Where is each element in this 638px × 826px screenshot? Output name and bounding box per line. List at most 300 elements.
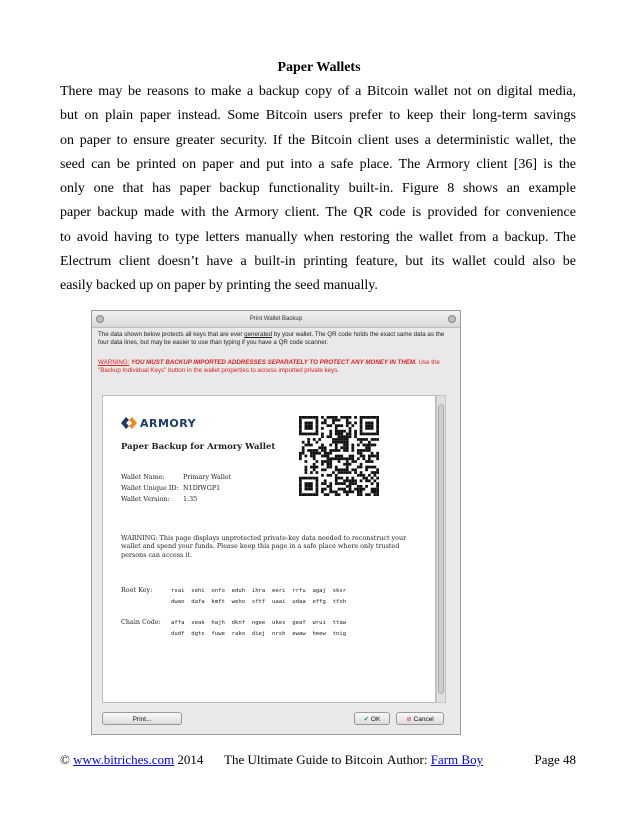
- qr-module: [307, 444, 310, 447]
- qr-module: [316, 479, 319, 482]
- qr-module: [349, 416, 352, 419]
- qr-module: [371, 424, 374, 427]
- qr-module: [335, 457, 338, 460]
- footer-copyright: ©: [60, 752, 74, 767]
- chain-code-block: [121, 618, 346, 640]
- qr-module: [327, 463, 330, 466]
- qr-module: [329, 474, 332, 477]
- qr-module: [305, 455, 308, 458]
- qr-module: [360, 479, 363, 482]
- qr-module: [307, 441, 310, 444]
- qr-module: [327, 452, 330, 455]
- qr-module: [354, 479, 357, 482]
- qr-module: [371, 433, 374, 436]
- qr-module: [346, 477, 349, 480]
- qr-module: [351, 424, 354, 427]
- qr-module: [340, 430, 343, 433]
- qr-module: [299, 493, 302, 496]
- qr-module: [335, 446, 338, 449]
- qr-module: [349, 463, 352, 466]
- qr-module: [335, 466, 338, 469]
- qr-module: [313, 416, 316, 419]
- qr-module: [373, 474, 376, 477]
- qr-module: [343, 416, 346, 419]
- qr-module: [371, 416, 374, 419]
- qr-module: [305, 477, 308, 480]
- qr-module: [371, 455, 374, 458]
- qr-module: [324, 488, 327, 491]
- qr-module: [307, 482, 310, 485]
- qr-module: [368, 493, 371, 496]
- qr-module: [357, 493, 360, 496]
- qr-module: [346, 485, 349, 488]
- window-menu-icon[interactable]: [96, 315, 104, 323]
- qr-module: [305, 433, 308, 436]
- qr-module: [360, 433, 363, 436]
- qr-module: [299, 455, 302, 458]
- qr-module: [373, 433, 376, 436]
- qr-module: [324, 455, 327, 458]
- qr-module: [340, 416, 343, 419]
- qr-module: [357, 490, 360, 493]
- qr-module: [316, 452, 319, 455]
- qr-module: [321, 446, 324, 449]
- qr-module: [357, 449, 360, 452]
- qr-module: [338, 455, 341, 458]
- qr-module: [338, 477, 341, 480]
- qr-module: [307, 488, 310, 491]
- section-heading: Paper Wallets: [277, 60, 361, 75]
- paragraph-line: on paper to ensure greater security. If the Bitcoin client uses a deterministic wallet, the: [60, 132, 576, 148]
- qr-module: [302, 433, 305, 436]
- cancel-button[interactable]: [396, 712, 444, 725]
- qr-module: [368, 446, 371, 449]
- qr-module: [360, 424, 363, 427]
- qr-module: [321, 416, 324, 419]
- qr-module: [327, 474, 330, 477]
- qr-module: [310, 422, 313, 425]
- qr-module: [357, 474, 360, 477]
- qr-module: [365, 466, 368, 469]
- qr-module: [310, 455, 313, 458]
- qr-module: [373, 479, 376, 482]
- qr-module: [305, 424, 308, 427]
- qr-module: [321, 482, 324, 485]
- qr-module: [357, 466, 360, 469]
- qr-module: [299, 452, 302, 455]
- qr-module: [362, 477, 365, 480]
- qr-module: [329, 490, 332, 493]
- qr-module: [316, 493, 319, 496]
- qr-module: [305, 488, 308, 491]
- meta-label: Wallet Name:: [121, 473, 165, 481]
- qr-module: [360, 474, 363, 477]
- qr-module: [354, 488, 357, 491]
- qr-module: [373, 493, 376, 496]
- qr-module: [299, 490, 302, 493]
- scrollbar-thumb[interactable]: [438, 404, 444, 694]
- qr-module: [365, 422, 368, 425]
- qr-module: [335, 482, 338, 485]
- qr-module: [362, 488, 365, 491]
- qr-module: [327, 455, 330, 458]
- close-window-icon[interactable]: [448, 315, 456, 323]
- root-key-line: dwao dafa kmft weho sftf uaai udaa effg tfoh: [171, 599, 347, 605]
- qr-module: [368, 433, 371, 436]
- qr-module: [302, 449, 305, 452]
- qr-module: [332, 441, 335, 444]
- qr-module: [299, 424, 302, 427]
- qr-module: [346, 460, 349, 463]
- qr-module: [327, 485, 330, 488]
- qr-module: [346, 424, 349, 427]
- qr-module: [351, 457, 354, 460]
- qr-module: [329, 463, 332, 466]
- qr-module: [373, 490, 376, 493]
- qr-module: [368, 422, 371, 425]
- qr-module: [313, 466, 316, 469]
- qr-module: [351, 460, 354, 463]
- qr-module: [302, 441, 305, 444]
- qr-module: [340, 471, 343, 474]
- qr-module: [307, 433, 310, 436]
- meta-value: 1.35: [183, 495, 198, 503]
- qr-module: [365, 438, 368, 441]
- qr-module: [299, 457, 302, 460]
- qr-module: [335, 419, 338, 422]
- qr-module: [310, 433, 313, 436]
- qr-code-image: [299, 416, 379, 496]
- qr-module: [335, 490, 338, 493]
- qr-module: [376, 438, 379, 441]
- warning-rest-text: Use the "Backup Individual Keys" button in the wallet properties to access imported private keys.: [98, 359, 440, 374]
- info-text-start: The data shown below protects all keys that are ever: [98, 331, 245, 338]
- qr-module: [335, 479, 338, 482]
- qr-module: [321, 488, 324, 491]
- qr-module: [321, 435, 324, 438]
- qr-module: [338, 449, 341, 452]
- qr-module: [327, 457, 330, 460]
- qr-module: [338, 419, 341, 422]
- qr-module: [329, 452, 332, 455]
- qr-module: [376, 422, 379, 425]
- qr-module: [371, 438, 374, 441]
- qr-module: [321, 463, 324, 466]
- footer-author-label: Author:: [387, 752, 431, 767]
- qr-module: [349, 479, 352, 482]
- qr-module: [305, 422, 308, 425]
- qr-module: [313, 455, 316, 458]
- qr-module: [321, 460, 324, 463]
- qr-module: [357, 488, 360, 491]
- page-footer: [60, 752, 576, 768]
- paragraph-line: only one that has paper backup functionality built-in. Figure 8 shows an example: [60, 181, 576, 197]
- qr-module: [321, 427, 324, 430]
- qr-module: [340, 433, 343, 436]
- qr-module: [321, 422, 324, 425]
- qr-module: [324, 449, 327, 452]
- qr-module: [365, 485, 368, 488]
- qr-module: [376, 427, 379, 430]
- qr-module: [365, 479, 368, 482]
- qr-module: [376, 419, 379, 422]
- qr-module: [316, 441, 319, 444]
- qr-module: [321, 468, 324, 471]
- qr-module: [307, 449, 310, 452]
- qr-module: [338, 433, 341, 436]
- qr-module: [349, 433, 352, 436]
- qr-module: [360, 438, 363, 441]
- root-key-line: rsai sehi onfo eduh ihra eeri rrfu agaj sksr: [171, 588, 347, 594]
- qr-module: [365, 493, 368, 496]
- dialog-warning-text: [98, 359, 450, 375]
- qr-module: [329, 433, 332, 436]
- qr-module: [346, 463, 349, 466]
- qr-module: [332, 422, 335, 425]
- qr-module: [362, 449, 365, 452]
- qr-module: [335, 441, 338, 444]
- warning-label: WARNING:: [98, 359, 130, 366]
- qr-module: [310, 466, 313, 469]
- qr-module: [310, 452, 313, 455]
- meta-row: [121, 483, 231, 494]
- qr-module: [371, 427, 374, 430]
- qr-module: [313, 477, 316, 480]
- qr-module: [338, 430, 341, 433]
- qr-module: [360, 452, 363, 455]
- qr-module: [316, 460, 319, 463]
- qr-module: [365, 477, 368, 480]
- info-generated-link: generated: [244, 331, 273, 338]
- qr-module: [360, 416, 363, 419]
- qr-module: [324, 419, 327, 422]
- qr-module: [313, 468, 316, 471]
- qr-module: [299, 422, 302, 425]
- qr-module: [351, 490, 354, 493]
- key-data: [121, 586, 346, 650]
- qr-module: [343, 444, 346, 447]
- qr-module: [346, 446, 349, 449]
- qr-module: [351, 477, 354, 480]
- qr-module: [316, 430, 319, 433]
- qr-module: [376, 457, 379, 460]
- qr-module: [368, 460, 371, 463]
- check-icon: ✔: [363, 716, 370, 723]
- qr-module: [357, 457, 360, 460]
- qr-module: [338, 468, 341, 471]
- qr-module: [310, 424, 313, 427]
- qr-module: [376, 468, 379, 471]
- print-button-label: Print...: [132, 716, 152, 723]
- qr-module: [371, 452, 374, 455]
- qr-module: [321, 444, 324, 447]
- qr-module: [327, 493, 330, 496]
- chain-code-line: dudf dgts fuwe rako diej nrsh ewaw heew tnig: [171, 631, 347, 637]
- qr-module: [299, 427, 302, 430]
- qr-module: [362, 444, 365, 447]
- qr-module: [368, 474, 371, 477]
- qr-module: [373, 455, 376, 458]
- qr-module: [338, 488, 341, 491]
- footer-author-link[interactable]: Farm Boy: [430, 752, 484, 767]
- qr-module: [340, 435, 343, 438]
- qr-module: [338, 424, 341, 427]
- qr-module: [346, 444, 349, 447]
- qr-module: [307, 438, 310, 441]
- qr-module: [329, 457, 332, 460]
- ok-button[interactable]: [354, 712, 390, 725]
- qr-module: [360, 471, 363, 474]
- qr-module: [329, 435, 332, 438]
- qr-module: [371, 477, 374, 480]
- qr-module: [365, 468, 368, 471]
- qr-module: [302, 493, 305, 496]
- qr-module: [332, 457, 335, 460]
- qr-module: [338, 482, 341, 485]
- qr-module: [349, 471, 352, 474]
- qr-module: [368, 449, 371, 452]
- qr-module: [316, 482, 319, 485]
- qr-module: [316, 485, 319, 488]
- qr-module: [351, 449, 354, 452]
- paragraph-line: easily backed up on paper by printing the seed manually.: [60, 278, 378, 294]
- paper-warning: WARNING: This page displays unprotected private-key data needed to reconstruct your wallet and spend your funds. Please keep this page in a safe place where only trusted persons can access it.: [121, 534, 407, 559]
- qr-module: [340, 441, 343, 444]
- qr-module: [376, 430, 379, 433]
- qr-module: [316, 427, 319, 430]
- qr-module: [340, 488, 343, 491]
- qr-module: [318, 452, 321, 455]
- qr-module: [343, 441, 346, 444]
- qr-module: [310, 485, 313, 488]
- qr-module: [354, 435, 357, 438]
- qr-module: [346, 466, 349, 469]
- footer-page-number: Page 48: [534, 752, 576, 767]
- qr-module: [362, 474, 365, 477]
- meta-row: [121, 494, 231, 505]
- qr-module: [329, 430, 332, 433]
- preview-scrollbar[interactable]: [436, 395, 446, 703]
- qr-module: [338, 441, 341, 444]
- qr-module: [349, 457, 352, 460]
- qr-module: [349, 485, 352, 488]
- qr-module: [349, 482, 352, 485]
- qr-module: [371, 488, 374, 491]
- qr-module: [365, 427, 368, 430]
- qr-module: [357, 444, 360, 447]
- qr-module: [299, 479, 302, 482]
- qr-module: [376, 455, 379, 458]
- paragraph-line: seed can be printed on paper and put into a safe place. The Armory client [36] is the: [60, 156, 576, 172]
- qr-module: [332, 471, 335, 474]
- qr-module: [343, 435, 346, 438]
- qr-module: [329, 424, 332, 427]
- qr-module: [332, 419, 335, 422]
- qr-module: [321, 433, 324, 436]
- qr-module: [332, 438, 335, 441]
- qr-module: [324, 482, 327, 485]
- qr-module: [305, 460, 308, 463]
- qr-module: [360, 422, 363, 425]
- figure-print-wallet-dialog: [91, 310, 461, 735]
- qr-module: [324, 479, 327, 482]
- paper-backup-preview: [102, 395, 436, 703]
- qr-module: [329, 460, 332, 463]
- qr-module: [305, 493, 308, 496]
- qr-module: [365, 449, 368, 452]
- print-button[interactable]: [102, 712, 182, 725]
- qr-module: [373, 488, 376, 491]
- qr-module: [310, 449, 313, 452]
- qr-module: [310, 444, 313, 447]
- qr-module: [310, 477, 313, 480]
- qr-module: [321, 490, 324, 493]
- qr-module: [373, 471, 376, 474]
- qr-module: [299, 485, 302, 488]
- qr-module: [307, 416, 310, 419]
- qr-module: [338, 460, 341, 463]
- qr-module: [340, 477, 343, 480]
- qr-module: [346, 422, 349, 425]
- qr-module: [316, 416, 319, 419]
- qr-module: [373, 444, 376, 447]
- qr-module: [351, 446, 354, 449]
- qr-module: [360, 441, 363, 444]
- qr-module: [362, 457, 365, 460]
- ok-button-label: OK: [370, 716, 381, 723]
- footer-site-link[interactable]: www.bitriches.com: [73, 752, 175, 767]
- qr-module: [343, 479, 346, 482]
- qr-module: [338, 435, 341, 438]
- chain-code-line: affa seak hajh dknf ngee ukes geaf wrui ttaw: [171, 620, 347, 626]
- qr-module: [346, 479, 349, 482]
- qr-module: [313, 449, 316, 452]
- qr-module: [343, 471, 346, 474]
- root-key-label: Root Key:: [121, 586, 153, 594]
- qr-module: [338, 493, 341, 496]
- qr-module: [365, 444, 368, 447]
- qr-module: [360, 430, 363, 433]
- qr-module: [335, 474, 338, 477]
- qr-module: [351, 482, 354, 485]
- qr-module: [316, 419, 319, 422]
- qr-module: [371, 482, 374, 485]
- qr-module: [346, 419, 349, 422]
- qr-module: [305, 468, 308, 471]
- qr-module: [316, 466, 319, 469]
- qr-module: [346, 438, 349, 441]
- qr-module: [349, 455, 352, 458]
- qr-module: [321, 474, 324, 477]
- qr-module: [346, 471, 349, 474]
- qr-module: [324, 452, 327, 455]
- qr-module: [329, 444, 332, 447]
- qr-module: [335, 455, 338, 458]
- qr-module: [327, 435, 330, 438]
- qr-module: [316, 490, 319, 493]
- qr-module: [340, 424, 343, 427]
- qr-module: [368, 416, 371, 419]
- qr-module: [354, 416, 357, 419]
- qr-module: [365, 460, 368, 463]
- qr-module: [316, 477, 319, 480]
- qr-module: [368, 457, 371, 460]
- qr-module: [329, 466, 332, 469]
- paper-title: Paper Backup for Armory Wallet: [121, 442, 276, 452]
- qr-module: [299, 430, 302, 433]
- qr-module: [349, 422, 352, 425]
- paragraph-line: to avoid having to type letters manually when restoring the wallet from a backup. The: [60, 229, 576, 245]
